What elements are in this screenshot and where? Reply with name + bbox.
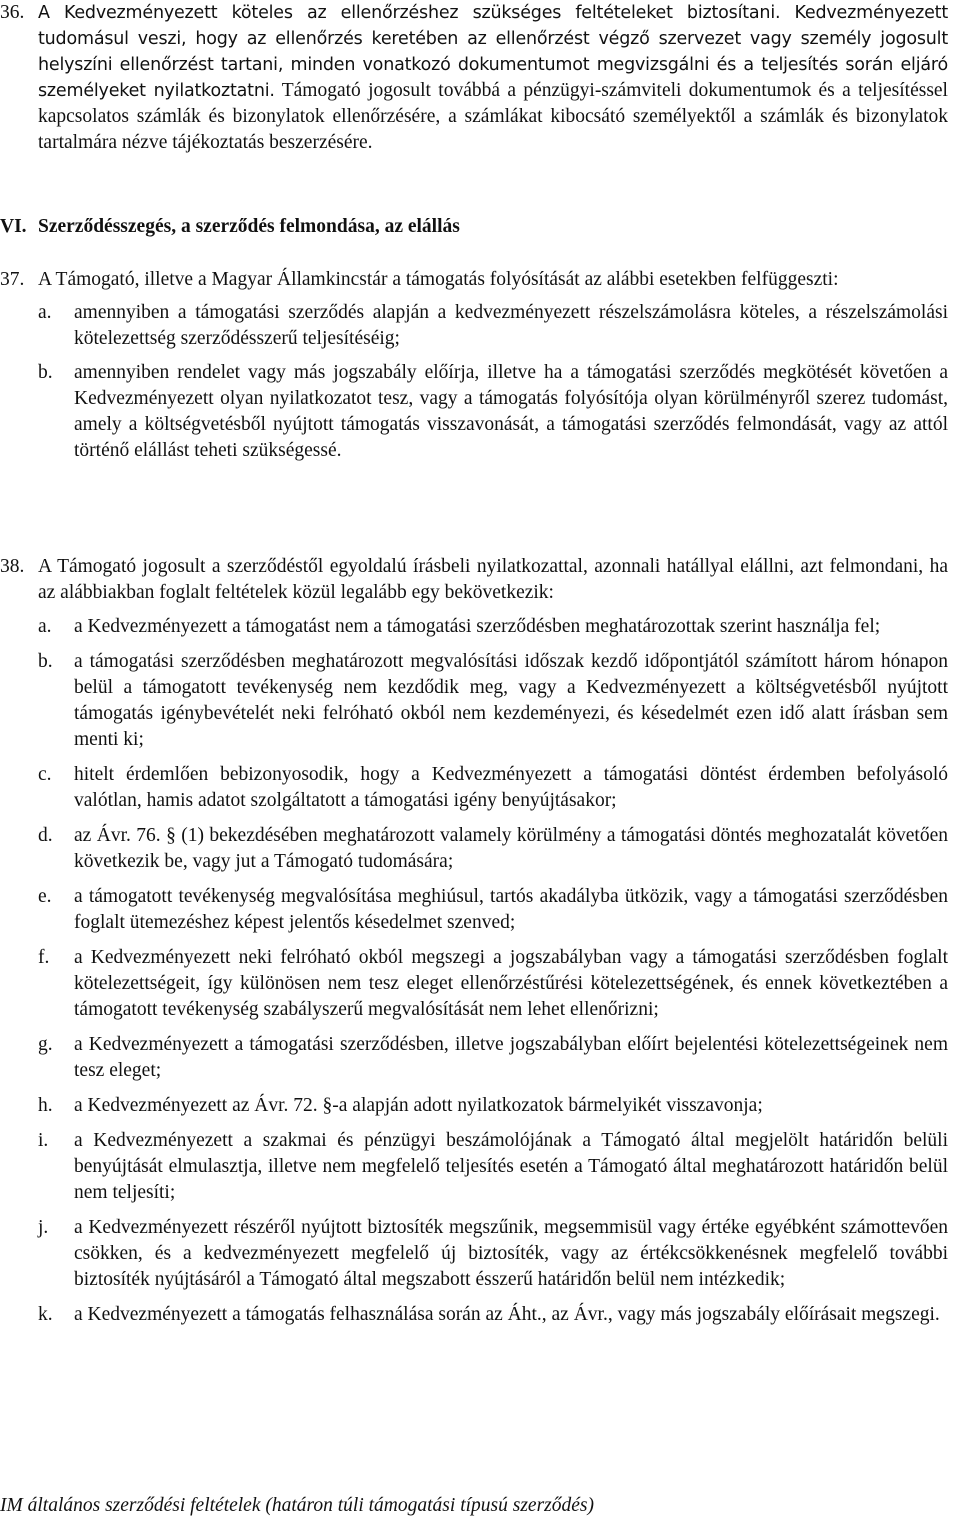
section-37-intro: A Támogató, illetve a Magyar Államkincstár a támogatás folyósítását az alábbi esetekben felfüggeszti:	[38, 269, 839, 290]
list-item-letter: b.	[38, 651, 53, 672]
section-37-number: 37.	[0, 269, 25, 290]
list-item	[0, 945, 948, 1023]
list-item	[0, 884, 948, 936]
list-item-letter: b.	[38, 362, 53, 383]
list-item-letter: g.	[38, 1034, 53, 1055]
list-item-text: a Kedvezményezett neki felróható okból megszegi a jogszabályban vagy a támogatási szerződésben foglalt kötelezettségeit, így különösen nem tesz eleget ellenőrzéstűrési kötelezettségének, és ennek következtében a támogatott tevékenység szabályszerű megvalósítását nem lehet ellenőrizni;	[74, 947, 948, 1020]
section-38-intro: A Támogató jogosult a szerződéstől egyoldalú írásbeli nyilatkozattal, azonnali hatállyal elállni, azt felmondani, ha az alábbiakban foglalt feltételek közül legalább egy bekövetkezik:	[38, 556, 948, 603]
list-item-letter: i.	[38, 1130, 49, 1151]
section-36-body	[38, 0, 948, 156]
section-36	[0, 0, 948, 156]
list-item-text: hitelt érdemlően bebizonyosodik, hogy a Kedvezményezett a támogatási döntést érdemben befolyásoló valótlan, hamis adatot szolgáltatott a támogatási igény benyújtásakor;	[74, 764, 948, 811]
section-36-number: 36.	[0, 2, 25, 23]
list-item-text: a Kedvezményezett a szakmai és pénzügyi beszámolójának a Támogató által megjelölt határidőn belüli benyújtását elmulasztja, illetve nem megfelelő teljesítés esetén a Támogató által meghatározott határidőn belül nem teljesíti;	[74, 1130, 948, 1203]
list-item-letter: a.	[38, 302, 52, 323]
section-36-text-sans: A Kedvezményezett köteles az ellenőrzéshez szükséges feltételeket biztosítani. Kedvezményezett tudomásul veszi, hogy az ellenőrzés keretében az ellenőrzést végző szervezet vagy személy jogosult helyszíni ellenőrzést tartani, minden vonatkozó dokumentumot megvizsgálni és a teljesítés során eljáró személyeket nyilatkoztatni.	[38, 3, 948, 101]
section-36-text-serif: Támogató jogosult továbbá a pénzügyi-számviteli dokumentumok és a teljesítéssel kapcsolatos számlák és bizonylatok ellenőrzésére, a számlákat kibocsátó személyektől a számlák és bizonylatok tartalmára nézve tájékoztatás beszerzésére.	[38, 80, 948, 153]
chapter-title: Szerződésszegés, a szerződés felmondása, az elállás	[38, 216, 460, 237]
list-item-text: a Kedvezményezett a támogatás felhasználása során az Áht., az Ávr., vagy más jogszabály előírásait megszegi.	[74, 1304, 940, 1325]
list-item	[0, 649, 948, 753]
list-item-letter: j.	[38, 1217, 49, 1238]
section-38-number: 38.	[0, 556, 25, 577]
list-item-letter: h.	[38, 1095, 53, 1116]
list-item-text: a Kedvezményezett az Ávr. 72. §-a alapján adott nyilatkozatok bármelyikét visszavonja;	[74, 1095, 763, 1116]
section-37	[0, 267, 948, 464]
list-item-letter: f.	[38, 947, 50, 968]
list-item-text: a Kedvezményezett a támogatást nem a támogatási szerződésben meghatározottak szerint használja fel;	[74, 616, 881, 637]
list-item	[0, 1215, 948, 1293]
list-item	[0, 762, 948, 814]
list-item	[0, 1128, 948, 1206]
section-38-list	[0, 614, 948, 1328]
list-item-text: a Kedvezményezett részéről nyújtott biztosíték megszűnik, megsemmisül vagy értéke egyébként számottevően csökken, és a kedvezményezett megfelelő új biztosíték, vagy az értékcsökkenésnek megfelelő további biztosíték nyújtásáról a Támogató által megszabott ésszerű határidőn belül nem intézkedik;	[74, 1217, 948, 1290]
list-item	[0, 823, 948, 875]
list-item	[0, 1302, 948, 1328]
list-item-text: amennyiben a támogatási szerződés alapján a kedvezményezett részelszámolásra köteles, a részelszámolási kötelezettség szerződésszerű teljesítéséig;	[74, 302, 948, 349]
list-item-text: amennyiben rendelet vagy más jogszabály előírja, illetve ha a támogatási szerződés megkötését követően a Kedvezményezett olyan nyilatkozatot tesz, vagy a támogatás folyósítója olyan körülményről szerez tudomást, amely a költségvetésből nyújtott támogatás visszavonását, a támogatási szerződés felmondását, vagy az attól történő elállást teheti szükségessé.	[74, 362, 948, 461]
list-item	[0, 360, 948, 464]
list-item-text: a támogatott tevékenység megvalósítása meghiúsul, tartós akadályba ütközik, vagy a támogatási szerződésben foglalt ütemezéshez képest jelentős késedelmet szenved;	[74, 886, 948, 933]
list-item-letter: k.	[38, 1304, 53, 1325]
list-item-letter: e.	[38, 886, 52, 907]
list-item-text: az Ávr. 76. § (1) bekezdésében meghatározott valamely körülmény a támogatási döntés meghozatalát követően következik be, vagy jut a Támogató tudomására;	[74, 825, 948, 872]
list-item-letter: c.	[38, 764, 52, 785]
list-item	[0, 1032, 948, 1084]
section-37-list	[0, 300, 948, 464]
list-item-letter: a.	[38, 616, 52, 637]
list-item	[0, 1093, 948, 1119]
list-item-text: a támogatási szerződésben meghatározott megvalósítási időszak kezdő időpontjától számított három hónapon belül a támogatott tevékenység nem kezdődik meg, vagy a Kedvezményezett a költségvetésből nyújtott támogatás igénybevételét neki felróható okból nem kezdeményezi, és késedelmét ezen idő alatt írásban sem menti ki;	[74, 651, 948, 750]
list-item	[0, 614, 948, 640]
list-item	[0, 300, 948, 352]
section-38	[0, 554, 948, 1328]
page-footer: IM általános szerződési feltételek (határon túli támogatási típusú szerződés)	[0, 1495, 594, 1516]
list-item-text: a Kedvezményezett a támogatási szerződésben, illetve jogszabályban előírt bejelentési kötelezettségeinek nem tesz eleget;	[74, 1034, 948, 1081]
chapter-number: VI.	[0, 216, 27, 237]
list-item-letter: d.	[38, 825, 53, 846]
chapter-heading	[0, 214, 460, 240]
